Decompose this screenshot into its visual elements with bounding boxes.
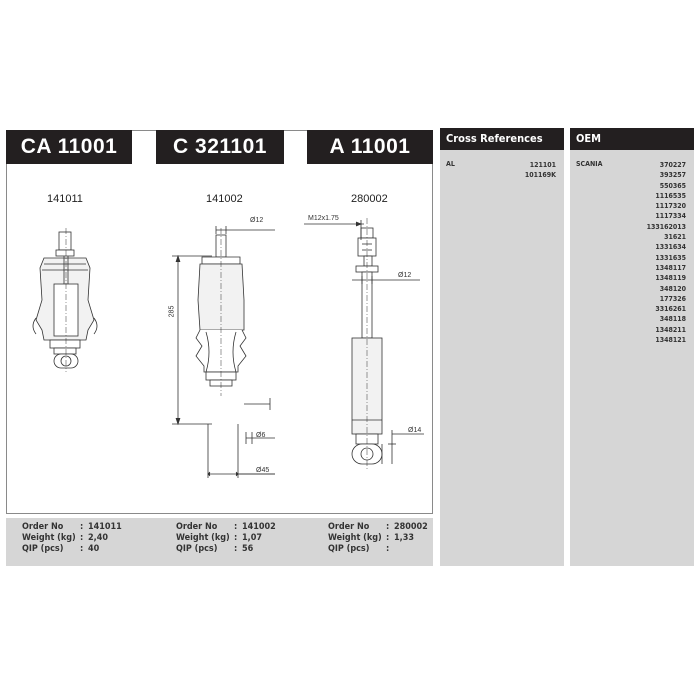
- oem-number: 31621: [664, 233, 686, 242]
- oem-number: 348118: [659, 315, 686, 324]
- order-no-2: 141002: [242, 522, 276, 532]
- cross-ref-number: 101169K: [524, 171, 556, 180]
- product-code-2: C 321101: [156, 130, 284, 164]
- dim-d45: Ø45: [256, 467, 270, 474]
- cross-references-title: Cross References: [440, 128, 564, 150]
- product-code-1: CA 11001: [6, 130, 132, 164]
- weight-1: 2,40: [88, 533, 108, 543]
- dim-d14: Ø14: [408, 427, 422, 434]
- dim-length: 285: [168, 305, 176, 318]
- drawing-shock-1: [33, 228, 97, 372]
- qip-1: 40: [88, 544, 100, 554]
- part-number-1: 141011: [47, 193, 83, 205]
- oem-number: 3316261: [655, 305, 686, 314]
- spec-block-3: Order No : 280002 Weight (kg) : 1,33 QIP (pcs) :: [328, 522, 428, 554]
- oem-number: 348120: [659, 284, 686, 293]
- oem-number: 1348119: [655, 274, 686, 283]
- cross-ref-numbers: [525, 160, 556, 181]
- oem-number: 393257: [659, 171, 686, 180]
- oem-panel: [570, 128, 694, 566]
- dim-d12-rod: Ø12: [398, 272, 412, 279]
- order-no-3: 280002: [394, 522, 428, 532]
- oem-number: 1331634: [655, 243, 686, 252]
- oem-number: 1117334: [655, 212, 686, 221]
- oem-number: 133162013: [646, 222, 686, 231]
- product-code-3: A 11001: [307, 130, 433, 164]
- spec-block-1: Order No : 141011 Weight (kg) : 2,40 QIP (pcs) : 40: [22, 522, 122, 554]
- weight-2: 1,07: [242, 533, 262, 543]
- dim-d12-top: Ø12: [250, 217, 264, 224]
- dim-d6: Ø6: [256, 432, 266, 439]
- oem-brand: SCANIA: [576, 160, 603, 168]
- oem-title: OEM: [570, 128, 694, 150]
- oem-number: 370227: [659, 161, 686, 169]
- weight-3: 1,33: [394, 533, 414, 543]
- qip-2: 56: [242, 544, 254, 554]
- drawing-shock-2: [172, 226, 275, 478]
- oem-number: 1117320: [655, 202, 686, 211]
- order-no-1: 141011: [88, 522, 122, 532]
- oem-number: 1348117: [655, 263, 686, 272]
- part-number-3: 280002: [351, 193, 388, 205]
- oem-number: 1348211: [655, 325, 686, 334]
- oem-number: 1116535: [655, 191, 686, 200]
- drawing-shock-3: [304, 218, 424, 470]
- oem-number: 1348121: [655, 336, 686, 345]
- oem-number: 177326: [659, 294, 686, 303]
- cross-ref-number: 121101: [529, 161, 556, 169]
- oem-number: 550365: [659, 181, 686, 190]
- oem-numbers: [647, 160, 686, 345]
- dim-thread: M12x1.75: [308, 215, 339, 222]
- cross-ref-brand: AL: [446, 160, 455, 168]
- cross-references-panel: [440, 128, 564, 566]
- spec-block-2: Order No : 141002 Weight (kg) : 1,07 QIP (pcs) : 56: [176, 522, 276, 554]
- part-number-2: 141002: [206, 193, 243, 205]
- oem-number: 1331635: [655, 253, 686, 262]
- shock-absorber-drawings: [0, 0, 440, 520]
